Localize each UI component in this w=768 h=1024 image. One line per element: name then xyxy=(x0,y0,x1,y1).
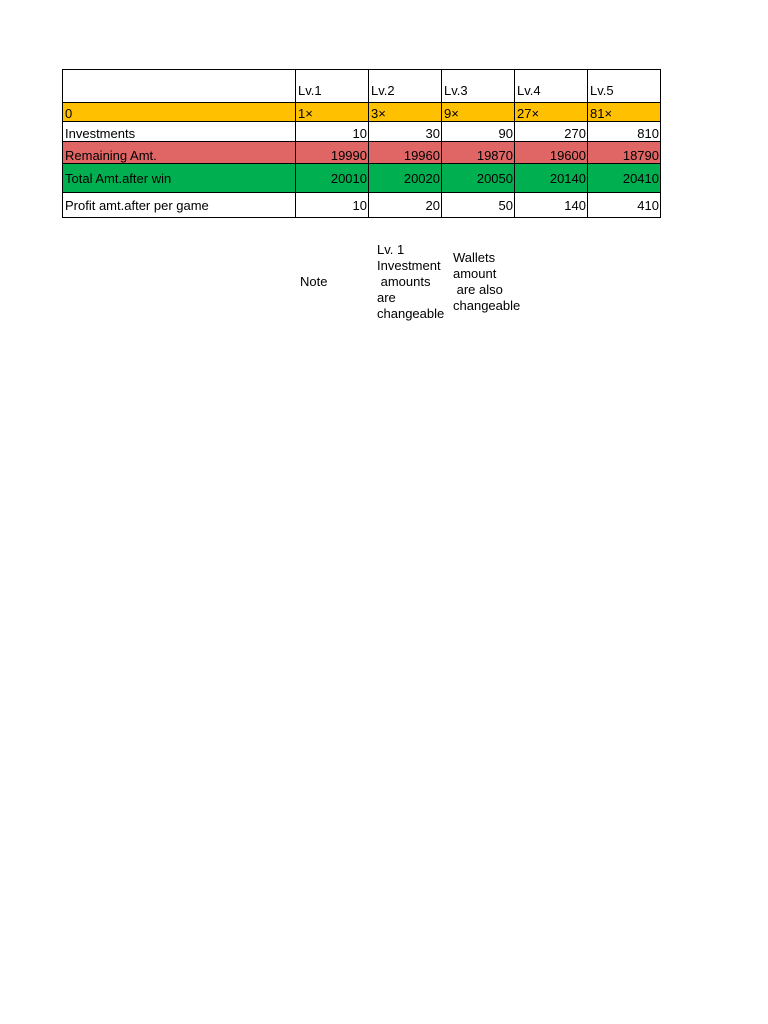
remaining-row xyxy=(63,142,661,164)
profit-row xyxy=(63,193,661,218)
profit-cell[interactable]: 20 xyxy=(369,193,442,218)
multiplier-row xyxy=(63,103,661,122)
remaining-cell[interactable]: 19960 xyxy=(369,142,442,164)
level-header-cell[interactable]: Lv.1 xyxy=(296,70,369,103)
header-label-cell[interactable] xyxy=(63,70,296,103)
total-cell[interactable]: 20410 xyxy=(588,164,661,193)
profit-cell[interactable]: 410 xyxy=(588,193,661,218)
level-header-cell[interactable]: Lv.2 xyxy=(369,70,442,103)
profit-cell[interactable]: 140 xyxy=(515,193,588,218)
multiplier-cell[interactable]: 81× xyxy=(588,103,661,122)
investment-cell[interactable]: 90 xyxy=(442,122,515,142)
note-wallets-text: Wallets amount are also changeable xyxy=(453,250,521,313)
level-header-cell[interactable]: Lv.5 xyxy=(588,70,661,103)
header-row xyxy=(63,70,661,103)
level-header-cell[interactable]: Lv.3 xyxy=(442,70,515,103)
remaining-cell[interactable]: 19990 xyxy=(296,142,369,164)
multiplier-cell[interactable]: 27× xyxy=(515,103,588,122)
remaining-cell[interactable]: 19600 xyxy=(515,142,588,164)
investment-cell[interactable]: 810 xyxy=(588,122,661,142)
level-header-cell[interactable]: Lv.4 xyxy=(515,70,588,103)
investments-label-cell[interactable]: Investments xyxy=(63,122,296,142)
remaining-cell[interactable]: 18790 xyxy=(588,142,661,164)
multiplier-cell[interactable]: 3× xyxy=(369,103,442,122)
investments-row xyxy=(63,122,661,142)
note-label: Note xyxy=(300,274,328,289)
remaining-cell[interactable]: 19870 xyxy=(442,142,515,164)
note-investment-text: Lv. 1 Investment amounts are changeable xyxy=(377,242,445,321)
profit-cell[interactable]: 50 xyxy=(442,193,515,218)
investment-cell[interactable]: 30 xyxy=(369,122,442,142)
spreadsheet-table xyxy=(62,69,661,218)
investment-cell[interactable]: 10 xyxy=(296,122,369,142)
profit-label-cell[interactable]: Profit amt.after per game xyxy=(63,193,296,218)
total-cell[interactable]: 20050 xyxy=(442,164,515,193)
total-cell[interactable]: 20140 xyxy=(515,164,588,193)
total-cell[interactable]: 20020 xyxy=(369,164,442,193)
profit-cell[interactable]: 10 xyxy=(296,193,369,218)
investment-cell[interactable]: 270 xyxy=(515,122,588,142)
multiplier-label-cell[interactable]: 0 xyxy=(63,103,296,122)
total-cell[interactable]: 20010 xyxy=(296,164,369,193)
total-label-cell[interactable]: Total Amt.after win xyxy=(63,164,296,193)
multiplier-cell[interactable]: 1× xyxy=(296,103,369,122)
total-row xyxy=(63,164,661,193)
remaining-label-cell[interactable]: Remaining Amt. xyxy=(63,142,296,164)
multiplier-cell[interactable]: 9× xyxy=(442,103,515,122)
